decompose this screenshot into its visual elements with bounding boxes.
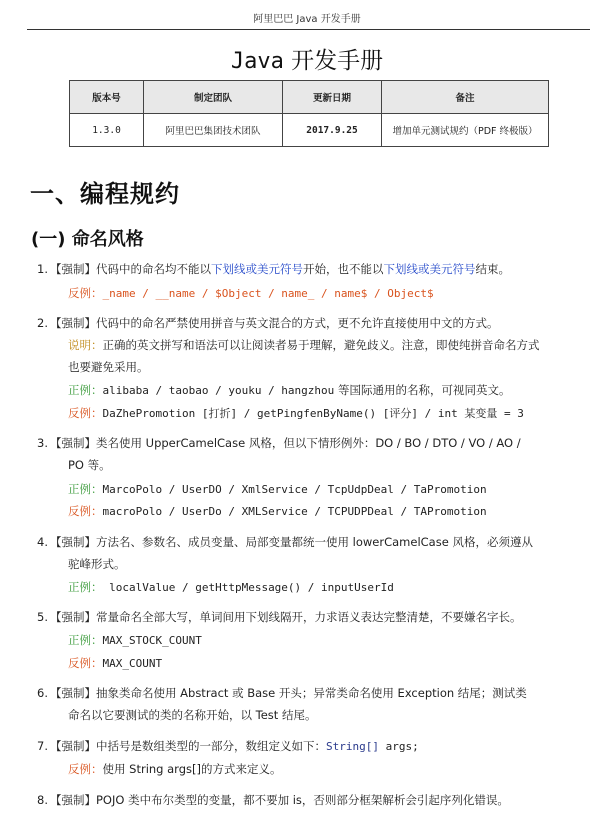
counter-example — [68, 652, 162, 675]
inline-code: String[] — [326, 740, 379, 753]
col-date: 更新日期 — [283, 81, 382, 114]
positive-example-label: 正例： — [68, 383, 103, 397]
positive-example-label: 正例： — [68, 633, 103, 647]
counter-example-label: 反例： — [68, 406, 103, 420]
section-heading: (一) 命名风格 — [31, 229, 144, 250]
counter-example-code: _name / __name / $Object / name_ / name$ / Object$ — [102, 287, 434, 300]
rule-6-line: 6. 【强制】抽象类命名使用 Abstract 或 Base 开头；异常类命名使用 Exception 结尾；测试类 — [30, 682, 527, 704]
rule-4-line: 4. 【强制】方法名、参数名、成员变量、局部变量都统一使用 lowerCamelCase 风格，必须遵从 — [30, 531, 533, 553]
rule-7-line: 7. 【强制】中括号是数组类型的一部分，数组定义如下：String[] args; — [30, 735, 419, 758]
positive-example-code: MAX_STOCK_COUNT — [102, 634, 202, 647]
rule-number: 5. — [37, 610, 48, 624]
cell-remark: 增加单元测试规约（PDF 终极版） — [382, 114, 549, 147]
counter-example-label: 反例： — [68, 762, 103, 776]
rule-number: 3. — [37, 436, 48, 450]
col-version: 版本号 — [70, 81, 144, 114]
rule-keyword: 下划线或美元符号 — [383, 262, 476, 276]
title-suffix: 开发手册 — [283, 48, 384, 74]
positive-example — [68, 478, 487, 501]
positive-example — [68, 629, 202, 652]
col-team: 制定团队 — [144, 81, 283, 114]
counter-example — [68, 402, 524, 425]
counter-example-label: 反例： — [68, 286, 103, 300]
note-label: 说明： — [68, 338, 103, 352]
cell-date: 2017.9.25 — [283, 114, 382, 147]
positive-example: 正例：alibaba / taobao / youku / hangzhou 等国际通用的名称，可视同英文。 — [68, 383, 511, 397]
positive-example — [68, 576, 394, 599]
chapter-heading: 一、编程规约 — [30, 180, 180, 208]
rule-number: 4. — [37, 535, 48, 549]
header-rule — [27, 29, 590, 30]
col-remark: 备注 — [382, 81, 549, 114]
counter-example: 反例：使用 String args[]的方式来定义。 — [68, 762, 282, 776]
positive-example-label: 正例： — [68, 482, 103, 496]
rule-8-line: 8. 【强制】POJO 类中布尔类型的变量，都不要加 is，否则部分框架解析会引起序列化错误。 — [30, 789, 509, 811]
version-table-header — [70, 81, 549, 114]
rule-5-line: 5. 【强制】常量命名全部大写，单词间用下划线隔开，力求语义表达完整清楚，不要嫌名字长。 — [30, 606, 522, 628]
counter-example-label: 反例： — [68, 504, 103, 518]
rule-number: 8. — [37, 793, 48, 807]
positive-example-code: MarcoPolo / UserDO / XmlService / TcpUdpDeal / TaPromotion — [102, 483, 487, 496]
rule-number: 7. — [37, 739, 48, 753]
cell-version: 1.3.0 — [70, 114, 144, 147]
rule-keyword: 下划线或美元符号 — [211, 262, 303, 276]
positive-example-code: alibaba / taobao / youku / hangzhou — [102, 384, 335, 397]
version-table-row — [70, 114, 549, 147]
note: 说明：正确的英文拼写和语法可以让阅读者易于理解，避免歧义。注意，即使纯拼音命名方式 — [68, 338, 540, 352]
counter-example — [68, 282, 434, 305]
rule-2-line: 2. 【强制】代码中的命名严禁使用拼音与英文混合的方式，更不允许直接使用中文的方式。 — [30, 312, 499, 334]
note-continued: 也要避免采用。 — [68, 360, 149, 374]
rule-number: 2. — [37, 316, 48, 330]
rule-6-line-2: 命名以它要测试的类的名称开始，以 Test 结尾。 — [68, 708, 317, 722]
positive-example-code: localValue / getHttpMessage() / inputUserId — [102, 581, 394, 594]
title-prefix: Java — [230, 49, 284, 74]
document-title — [0, 42, 614, 75]
cell-team: 阿里巴巴集团技术团队 — [144, 114, 283, 147]
version-table — [69, 80, 549, 147]
rule-3-line: 3. 【强制】类名使用 UpperCamelCase 风格，但以下情形例外：DO / BO / DTO / VO / AO / — [30, 432, 521, 454]
rule-number: 6. — [37, 686, 48, 700]
rule-number: 1. — [37, 262, 48, 276]
counter-example-code: MAX_COUNT — [102, 657, 163, 670]
rule-4-line-2: 驼峰形式。 — [68, 557, 126, 571]
counter-example-code: DaZhePromotion [打折] / getPingfenByName() [评分] / int 某变量 = 3 — [102, 407, 524, 420]
running-header: 阿里巴巴 Java 开发手册 — [253, 14, 361, 25]
positive-example-label: 正例： — [68, 580, 103, 594]
rule-3-line-2: PO 等。 — [68, 458, 111, 472]
counter-example-code: macroPolo / UserDo / XMLService / TCPUDPDeal / TAPromotion — [102, 505, 487, 518]
counter-example — [68, 500, 487, 523]
rule-1-line: 1. 【强制】代码中的命名均不能以下划线或美元符号开始，也不能以下划线或美元符号结束。 — [30, 258, 510, 280]
counter-example-label: 反例： — [68, 656, 103, 670]
